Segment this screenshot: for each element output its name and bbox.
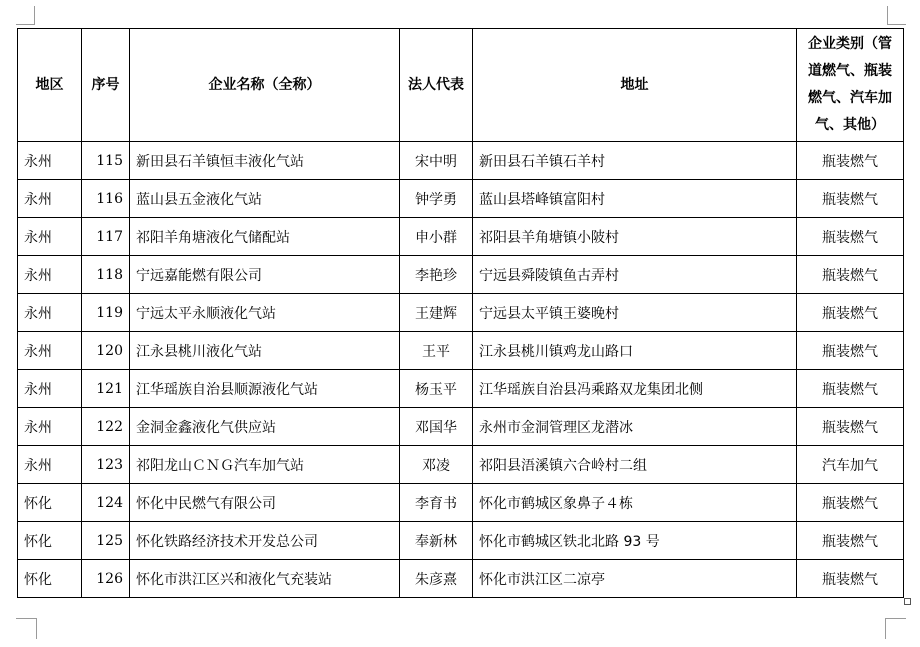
cell-address: 江永县桃川镇鸡龙山路口	[473, 332, 797, 370]
cell-legal-representative: 邓凌	[400, 446, 473, 484]
header-address: 地址	[473, 29, 797, 142]
cell-number: 117	[82, 218, 130, 256]
table-row	[18, 294, 904, 332]
enterprise-table	[17, 28, 904, 598]
cell-company-name: 金洞金鑫液化气供应站	[130, 408, 400, 446]
cell-region: 怀化	[18, 560, 82, 598]
cell-region: 怀化	[18, 522, 82, 560]
cell-company-name: 祁阳羊角塘液化气储配站	[130, 218, 400, 256]
cell-legal-representative: 申小群	[400, 218, 473, 256]
cell-address: 宁远县舜陵镇鱼古弄村	[473, 256, 797, 294]
header-number: 序号	[82, 29, 130, 142]
header-region: 地区	[18, 29, 82, 142]
cell-region: 永州	[18, 332, 82, 370]
cell-legal-representative: 宋中明	[400, 142, 473, 180]
cell-number: 126	[82, 560, 130, 598]
cell-category: 汽车加气	[797, 446, 904, 484]
table-row	[18, 522, 904, 560]
cell-legal-representative: 王建辉	[400, 294, 473, 332]
cell-number: 122	[82, 408, 130, 446]
cell-legal-representative: 钟学勇	[400, 180, 473, 218]
cell-number: 120	[82, 332, 130, 370]
cell-category: 瓶装燃气	[797, 294, 904, 332]
cell-region: 永州	[18, 180, 82, 218]
cell-category: 瓶装燃气	[797, 256, 904, 294]
cell-category: 瓶装燃气	[797, 332, 904, 370]
cell-region: 永州	[18, 218, 82, 256]
cell-category: 瓶装燃气	[797, 560, 904, 598]
cell-category: 瓶装燃气	[797, 484, 904, 522]
header-category: 企业类别（管道燃气、瓶装燃气、汽车加气、其他）	[797, 29, 904, 142]
cell-category: 瓶装燃气	[797, 370, 904, 408]
table-row	[18, 408, 904, 446]
table-row	[18, 560, 904, 598]
table-header-row	[18, 29, 904, 142]
cell-legal-representative: 李艳珍	[400, 256, 473, 294]
cell-address: 江华瑶族自治县冯乘路双龙集团北侧	[473, 370, 797, 408]
cell-legal-representative: 王平	[400, 332, 473, 370]
cell-category: 瓶装燃气	[797, 218, 904, 256]
cell-company-name: 新田县石羊镇恒丰液化气站	[130, 142, 400, 180]
cell-address: 永州市金洞管理区龙潜冰	[473, 408, 797, 446]
cell-address: 新田县石羊镇石羊村	[473, 142, 797, 180]
cell-region: 怀化	[18, 484, 82, 522]
cell-legal-representative: 李育书	[400, 484, 473, 522]
cell-address: 怀化市鹤城区象鼻子４栋	[473, 484, 797, 522]
cell-region: 永州	[18, 446, 82, 484]
header-company-name: 企业名称（全称）	[130, 29, 400, 142]
table-row	[18, 256, 904, 294]
table-row	[18, 218, 904, 256]
cell-number: 125	[82, 522, 130, 560]
cell-number: 121	[82, 370, 130, 408]
cell-company-name: 祁阳龙山ＣＮＧ汽车加气站	[130, 446, 400, 484]
cell-number: 115	[82, 142, 130, 180]
cell-region: 永州	[18, 294, 82, 332]
cell-region: 永州	[18, 142, 82, 180]
header-legal-representative: 法人代表	[400, 29, 473, 142]
cell-company-name: 江永县桃川液化气站	[130, 332, 400, 370]
cell-address: 宁远县太平镇王婆晚村	[473, 294, 797, 332]
cell-company-name: 蓝山县五金液化气站	[130, 180, 400, 218]
table-row	[18, 142, 904, 180]
table-row	[18, 370, 904, 408]
cell-address: 怀化市洪江区二凉亭	[473, 560, 797, 598]
cell-company-name: 宁远嘉能燃有限公司	[130, 256, 400, 294]
cell-company-name: 宁远太平永顺液化气站	[130, 294, 400, 332]
cell-company-name: 怀化铁路经济技术开发总公司	[130, 522, 400, 560]
cell-number: 123	[82, 446, 130, 484]
page-corner-bottom-right	[885, 618, 906, 639]
cell-company-name: 怀化市洪江区兴和液化气充装站	[130, 560, 400, 598]
table-row	[18, 484, 904, 522]
cell-number: 124	[82, 484, 130, 522]
cell-category: 瓶装燃气	[797, 142, 904, 180]
cell-address: 怀化市鹤城区铁北北路 93 号	[473, 522, 797, 560]
cell-company-name: 江华瑶族自治县顺源液化气站	[130, 370, 400, 408]
cell-number: 118	[82, 256, 130, 294]
cell-legal-representative: 杨玉平	[400, 370, 473, 408]
cell-address: 祁阳县浯溪镇六合岭村二组	[473, 446, 797, 484]
cell-legal-representative: 朱彦熹	[400, 560, 473, 598]
page-corner-top-left	[16, 6, 35, 25]
cell-legal-representative: 邓国华	[400, 408, 473, 446]
cell-number: 116	[82, 180, 130, 218]
cell-category: 瓶装燃气	[797, 408, 904, 446]
page-corner-top-right	[887, 6, 906, 25]
cell-address: 蓝山县塔峰镇富阳村	[473, 180, 797, 218]
cell-region: 永州	[18, 408, 82, 446]
table-row	[18, 446, 904, 484]
table-row	[18, 180, 904, 218]
table-resize-handle[interactable]	[904, 598, 911, 605]
cell-category: 瓶装燃气	[797, 522, 904, 560]
cell-legal-representative: 奉新林	[400, 522, 473, 560]
cell-number: 119	[82, 294, 130, 332]
table-row	[18, 332, 904, 370]
cell-company-name: 怀化中民燃气有限公司	[130, 484, 400, 522]
cell-region: 永州	[18, 370, 82, 408]
cell-category: 瓶装燃气	[797, 180, 904, 218]
page-corner-bottom-left	[16, 618, 37, 639]
cell-region: 永州	[18, 256, 82, 294]
cell-address: 祁阳县羊角塘镇小陂村	[473, 218, 797, 256]
